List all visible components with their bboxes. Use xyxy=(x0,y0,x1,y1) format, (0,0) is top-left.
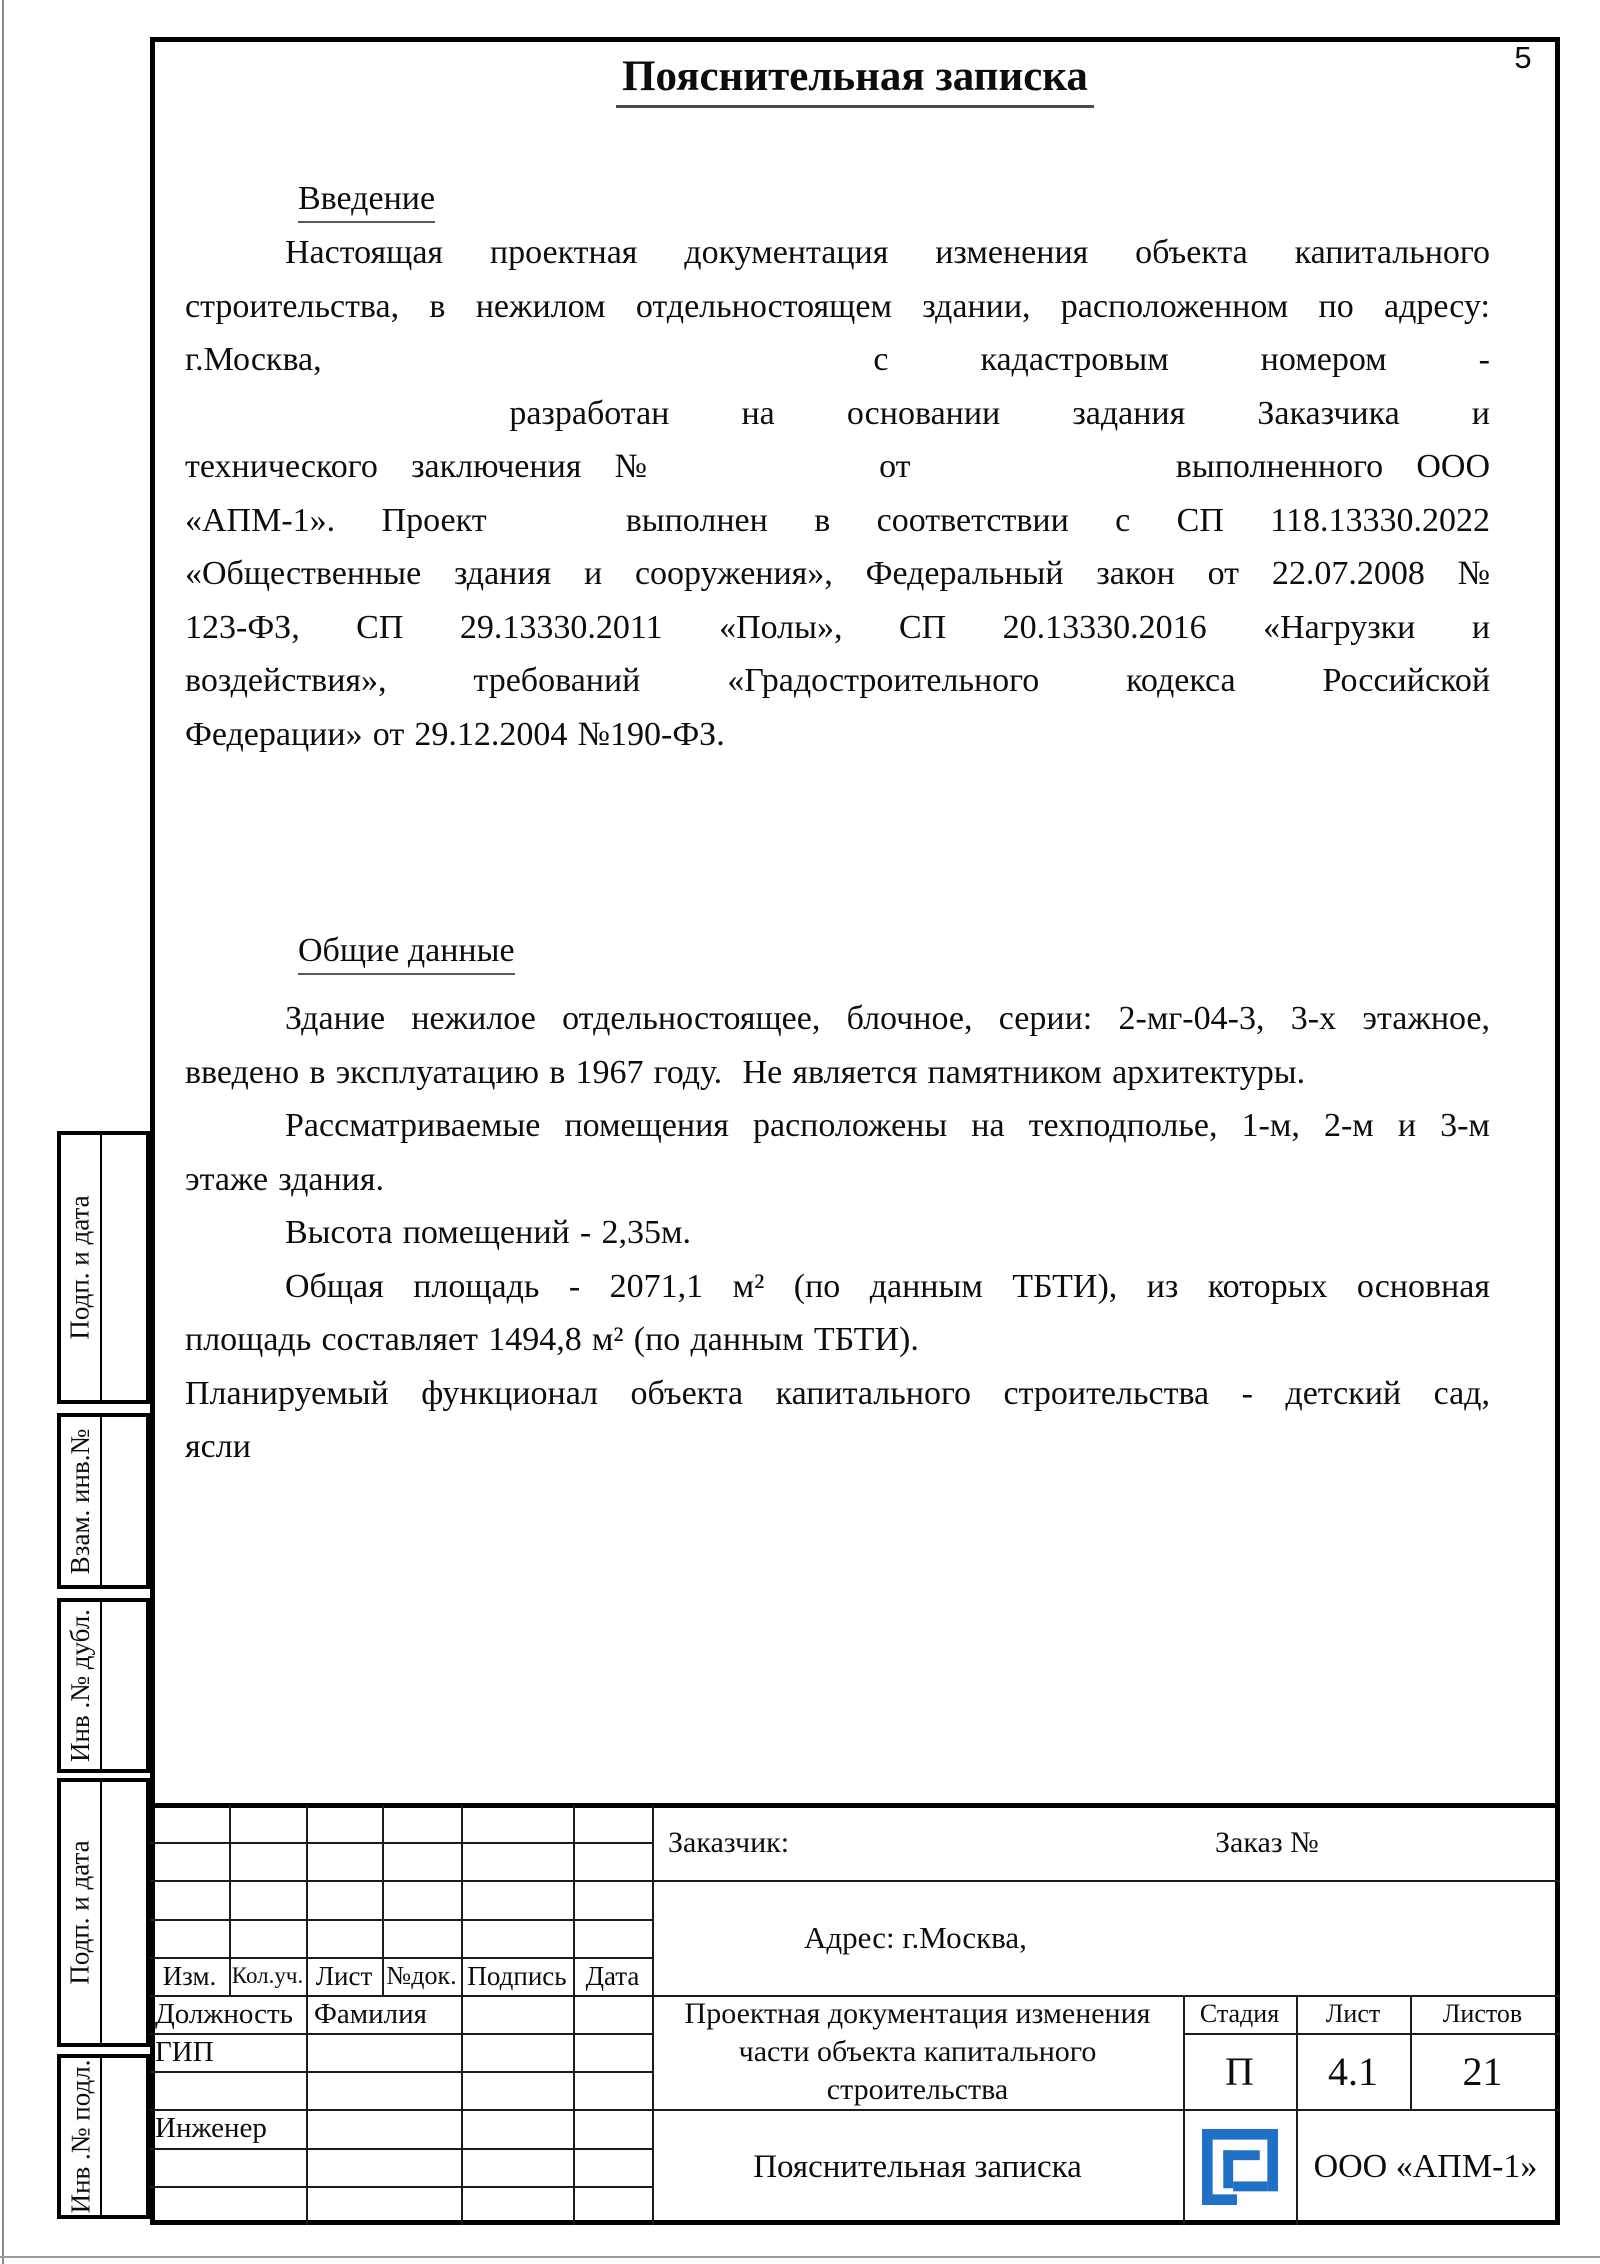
text-line xyxy=(185,1214,1490,1268)
text-word: техподполье, xyxy=(1028,1107,1218,1144)
text-word: закон xyxy=(1096,555,1175,592)
section-heading: Введение xyxy=(185,180,1490,234)
text-word: помещения xyxy=(564,1107,729,1144)
text-word: г.Москва, xyxy=(185,341,322,378)
text-word: здания. xyxy=(278,1160,385,1198)
stamp-inv-dubl xyxy=(57,1598,150,1773)
grid-line xyxy=(150,2071,652,2073)
customer-label: Заказчик: xyxy=(668,1826,790,1859)
text-word: эксплуатацию xyxy=(335,1053,540,1091)
text-word: СП xyxy=(356,608,404,646)
stamp-empty-cell xyxy=(102,1135,146,1400)
text-word: на xyxy=(971,1107,1005,1144)
text-word: 20.13330.2016 xyxy=(1002,608,1207,646)
text-word: от xyxy=(372,715,405,753)
text-word: ТБТИ), xyxy=(1012,1267,1118,1305)
text-word: ясли xyxy=(185,1428,251,1465)
stamp-label-cell: Подп. и дата xyxy=(61,1135,102,1400)
text-word: строительства xyxy=(1003,1374,1210,1412)
scan-bottom-edge xyxy=(0,2256,1600,2258)
grid-line xyxy=(150,2148,652,2150)
text-word: технического xyxy=(185,448,378,485)
sheets-label: Листов xyxy=(1442,1999,1523,2028)
text-word: Рассматриваемые xyxy=(285,1107,541,1144)
text-word: которых xyxy=(1207,1267,1328,1305)
text-word: данным xyxy=(869,1267,983,1305)
rev-header-list: Лист xyxy=(315,1960,373,1991)
stamp-vzam-inv xyxy=(57,1413,150,1589)
text-word: объекта xyxy=(1135,234,1248,271)
text-word: 1967 xyxy=(575,1053,644,1091)
text-word: и xyxy=(1471,608,1491,646)
stamp-label-cell: Инв .№ дубл. xyxy=(61,1602,102,1769)
text-line xyxy=(185,1375,1490,1429)
text-word: 123-ФЗ, xyxy=(185,608,300,646)
text-word: требований xyxy=(473,662,641,699)
text-word: здания xyxy=(453,555,552,592)
text-line xyxy=(185,1321,1490,1375)
text-word: и xyxy=(583,555,603,592)
text-word: объекта xyxy=(630,1374,744,1412)
text-line xyxy=(185,1000,1490,1054)
text-word: 22.07.2008 xyxy=(1271,555,1425,592)
text-word: проектная xyxy=(489,234,638,271)
text-word: строительства, xyxy=(185,287,400,325)
text-word: нежилом xyxy=(475,287,606,325)
section-general-data xyxy=(185,932,1490,1482)
text-word: основании xyxy=(846,394,1001,432)
text-word: в xyxy=(549,1053,566,1091)
text-word: «Нагрузки xyxy=(1263,608,1416,646)
text-word: капитального xyxy=(1294,234,1491,271)
text-word: в xyxy=(814,501,831,539)
sheet-label: Лист xyxy=(1325,1999,1381,2028)
text-word: этажное, xyxy=(1362,1000,1491,1037)
text-word: расположены xyxy=(752,1107,948,1144)
stamp-empty-cell xyxy=(102,1602,146,1769)
doc-subtitle: Пояснительная записка xyxy=(753,2148,1082,2185)
text-word: Российской xyxy=(1322,662,1491,699)
rev-header-dok: №док. xyxy=(386,1961,457,1990)
text-word: основная xyxy=(1356,1267,1490,1305)
text-word: сооружения», xyxy=(634,555,833,592)
text-word: этаже xyxy=(185,1160,269,1198)
stamp-empty-cell xyxy=(102,2058,146,2215)
text-word: на xyxy=(741,394,775,432)
text-word: площадь xyxy=(185,1321,312,1358)
text-word: № xyxy=(1457,555,1491,592)
text-word: ООО xyxy=(1416,448,1491,485)
rev-header-izm: Изм. xyxy=(162,1960,217,1991)
company-name: ООО «АПМ-1» xyxy=(1313,2148,1538,2185)
text-word: по xyxy=(1318,287,1354,325)
text-line xyxy=(185,448,1490,502)
text-word: серии: xyxy=(998,1000,1093,1037)
text-word: «Градостроительного xyxy=(727,662,1040,699)
text-word: Высота xyxy=(285,1214,393,1251)
text-word: 2-м xyxy=(1323,1107,1374,1144)
text-word: кадастровым xyxy=(980,341,1169,378)
text-word: от xyxy=(1207,555,1240,592)
text-word: заключения xyxy=(411,448,582,485)
text-word: 1494,8 xyxy=(488,1321,582,1358)
text-word: Планируемый xyxy=(185,1374,389,1412)
text-word: м² xyxy=(591,1321,624,1358)
text-word: и xyxy=(1471,394,1490,432)
text-word: в xyxy=(309,1053,326,1091)
stamp-podp-i-data-1 xyxy=(57,1131,150,1404)
text-word: соответствии xyxy=(876,501,1069,539)
stamp-podp-i-data-2 xyxy=(57,1778,150,2047)
text-word: отдельностоящее, xyxy=(562,1000,821,1037)
text-word: - xyxy=(1241,1374,1253,1412)
stamp-label-cell: Взам. инв.№ xyxy=(61,1417,102,1585)
order-number-label: Заказ № xyxy=(1215,1826,1319,1859)
text-word: Настоящая xyxy=(285,234,444,271)
sheet-value: 4.1 xyxy=(1328,2048,1378,2094)
text-word: - xyxy=(1478,341,1490,378)
text-line xyxy=(185,1428,1490,1482)
text-line xyxy=(185,341,1490,395)
text-word: выполнен xyxy=(625,501,768,539)
grid-line xyxy=(150,1919,652,1921)
name-header: Фамилия xyxy=(314,1998,427,2030)
text-line xyxy=(185,716,1490,770)
text-word: - xyxy=(579,1214,592,1251)
text-word: 2-мг-04-3, xyxy=(1118,1000,1265,1037)
apm-logo-icon xyxy=(1202,2128,1278,2206)
text-word: данным xyxy=(690,1321,804,1358)
text-word: кодекса xyxy=(1126,662,1236,699)
grid-line xyxy=(461,1805,463,2225)
text-word: памятником xyxy=(927,1053,1102,1091)
rev-header-data: Дата xyxy=(585,1960,640,1991)
text-word: детский xyxy=(1285,1374,1402,1412)
text-word: отдельностоящем xyxy=(635,287,892,325)
text-line xyxy=(185,234,1490,288)
text-word: м² xyxy=(732,1267,765,1305)
grid-line xyxy=(150,2186,652,2188)
text-line xyxy=(185,502,1490,556)
text-word: из xyxy=(1146,1267,1179,1305)
address-field: Адрес: г.Москва, xyxy=(804,1920,1027,1955)
text-word: 3-х xyxy=(1290,1000,1337,1037)
text-word: 29.13330.2011 xyxy=(459,608,663,646)
text-word: (по xyxy=(793,1267,841,1305)
text-word: расположенном xyxy=(1060,287,1289,325)
text-word: Федеральный xyxy=(865,555,1064,592)
doc-title-cell: Проектная документация изменения части объекта капитального строительства xyxy=(684,1997,1151,2106)
text-word: в xyxy=(429,287,446,325)
text-word: 1-м, xyxy=(1241,1107,1300,1144)
text-word: Федерации» xyxy=(185,715,363,753)
text-word: нежилое xyxy=(411,1000,536,1037)
section-heading: Общие данные xyxy=(185,932,1490,986)
text-word: № xyxy=(614,448,648,485)
section-lines xyxy=(185,1000,1490,1482)
role-engineer: Инженер xyxy=(155,2112,267,2144)
text-word: изменения xyxy=(935,234,1089,271)
text-line xyxy=(185,1107,1490,1161)
text-word: документация xyxy=(684,234,889,271)
text-word: ТБТИ). xyxy=(813,1321,919,1358)
rev-header-podpis: Подпись xyxy=(467,1960,567,1991)
text-word: площадь xyxy=(413,1267,540,1305)
text-word: Общая xyxy=(285,1267,384,1305)
text-word: СП xyxy=(1176,501,1224,539)
text-word: 2071,1 xyxy=(609,1267,704,1305)
stage-label: Стадия xyxy=(1199,1999,1280,2028)
text-word: номером xyxy=(1260,341,1387,378)
text-word: №190-ФЗ. xyxy=(577,715,725,753)
text-word: с xyxy=(1115,501,1131,539)
company-logo-cell xyxy=(1183,2110,1297,2223)
text-word: Не xyxy=(742,1053,783,1091)
text-word: - xyxy=(568,1267,581,1305)
section-lines xyxy=(185,234,1490,769)
sheets-value: 21 xyxy=(1462,2048,1503,2094)
text-word: 29.12.2004 xyxy=(414,715,568,753)
text-line xyxy=(185,1268,1490,1322)
text-word: 2,35м. xyxy=(601,1214,691,1251)
page-title: Пояснительная записка xyxy=(150,52,1560,101)
text-word: капитального xyxy=(775,1374,972,1412)
text-word: помещений xyxy=(402,1214,570,1251)
text-word: с xyxy=(873,341,889,378)
stamp-label-cell: Подп. и дата xyxy=(61,1782,102,2043)
text-line xyxy=(185,1161,1490,1215)
text-line xyxy=(185,662,1490,716)
text-word: воздействия», xyxy=(185,662,387,699)
text-word: сад, xyxy=(1433,1374,1490,1412)
stamp-empty-cell xyxy=(102,1417,146,1585)
text-word: адресу: xyxy=(1383,287,1490,325)
grid-line xyxy=(573,1805,575,2225)
text-word: от xyxy=(879,448,911,485)
text-word: Проект xyxy=(381,501,487,539)
text-word: 3-м xyxy=(1440,1107,1490,1144)
text-word: составляет xyxy=(321,1321,478,1358)
text-word: блочное, xyxy=(846,1000,973,1037)
rev-header-koluch: Кол.уч. xyxy=(231,1963,304,1988)
text-line xyxy=(185,555,1490,609)
section-introduction xyxy=(185,180,1490,769)
text-word: является xyxy=(792,1053,918,1091)
text-word: архитектуры. xyxy=(1112,1053,1306,1091)
sheet-number: 5 xyxy=(1514,40,1532,75)
text-line xyxy=(185,1054,1490,1108)
text-word: введено xyxy=(185,1053,300,1091)
text-word: выполненного xyxy=(1175,448,1384,485)
text-word: 118.13330.2022 xyxy=(1270,501,1491,539)
stamp-empty-cell xyxy=(102,1782,146,2043)
role-header: Должность xyxy=(155,1998,293,2030)
text-word: (по xyxy=(633,1321,681,1358)
text-line xyxy=(185,288,1490,342)
stamp-label-cell: Инв .№ подл. xyxy=(61,2058,102,2215)
text-line xyxy=(185,395,1490,449)
text-word: Здание xyxy=(285,1000,386,1037)
text-word: разработан xyxy=(509,394,670,432)
stamp-inv-podl xyxy=(57,2054,150,2219)
text-word: СП xyxy=(898,608,947,646)
text-word: здании, xyxy=(922,287,1031,325)
text-word: «Полы», xyxy=(719,608,843,646)
text-word: году. xyxy=(653,1053,723,1091)
text-word: задания xyxy=(1072,394,1186,432)
grid-line xyxy=(150,1842,652,1844)
stage-value: П xyxy=(1225,2048,1254,2094)
text-word: Заказчика xyxy=(1257,394,1400,432)
text-word: и xyxy=(1397,1107,1417,1144)
text-word: «АПМ-1». xyxy=(185,501,336,539)
role-gip: ГИП xyxy=(155,2035,214,2068)
text-word: функционал xyxy=(421,1374,599,1412)
text-word: «Общественные xyxy=(185,555,422,592)
scan-left-edge xyxy=(2,0,4,2264)
text-line xyxy=(185,609,1490,663)
